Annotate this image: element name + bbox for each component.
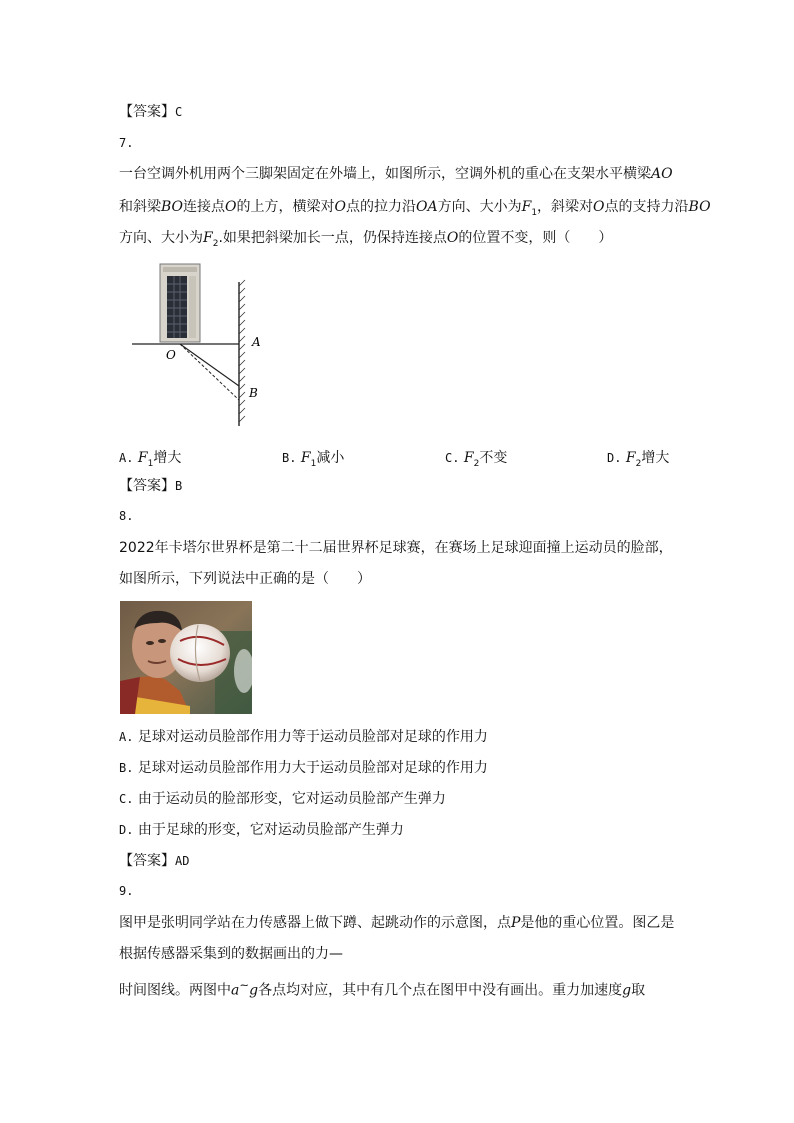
- subscript: 1: [147, 458, 154, 469]
- subscript: 2: [635, 458, 642, 469]
- answer-prefix: 【答案】: [119, 853, 175, 869]
- text: 的上方，横梁对: [236, 199, 335, 215]
- text: 点的拉力沿: [346, 199, 416, 215]
- text: 一台空调外机用两个三脚架固定在外墙上，如图所示，空调外机的重心在支架水平横梁: [119, 166, 651, 182]
- answer-value: B: [175, 479, 183, 493]
- q9-stem-line1: [119, 915, 674, 931]
- option-text: 减小: [316, 450, 345, 466]
- var-BO: BO: [161, 199, 184, 215]
- var-F: F: [300, 450, 311, 466]
- option-letter: B.: [282, 451, 297, 465]
- option-text: 由于运动员的脸部形变，它对运动员脸部产生弹力: [137, 791, 446, 807]
- option-letter: D.: [607, 451, 622, 465]
- label-O: O: [166, 348, 176, 362]
- var-F: F: [137, 450, 148, 466]
- var-O: O: [446, 230, 459, 246]
- subscript: 2: [212, 238, 219, 249]
- option-letter: A.: [119, 730, 134, 744]
- question-number-8: 8.: [119, 509, 134, 523]
- q7-stem-line2: [119, 199, 711, 221]
- q7-stem-line1: [119, 166, 673, 182]
- football-player-photo: [120, 601, 252, 714]
- football-photo: [120, 601, 252, 714]
- var-F: F: [463, 450, 474, 466]
- q8-answer: [119, 853, 189, 869]
- q7-option-a[interactable]: [119, 447, 181, 469]
- q8-option-a[interactable]: [119, 729, 488, 745]
- label-B: B: [249, 386, 258, 400]
- text: 和斜梁: [119, 199, 161, 215]
- wall-hatching: [239, 280, 245, 422]
- q8-option-d[interactable]: [119, 822, 404, 838]
- var-BO: BO: [688, 199, 711, 215]
- option-text: 足球对运动员脸部作用力大于运动员脸部对足球的作用力: [137, 760, 488, 776]
- answer-prefix: 【答案】: [119, 104, 175, 120]
- q8-option-c[interactable]: [119, 791, 446, 807]
- q7-option-d[interactable]: [607, 447, 669, 469]
- question-number-7: 7.: [119, 136, 134, 150]
- option-text: 增大: [641, 450, 670, 466]
- var-O: O: [334, 199, 346, 215]
- q9-stem-line3: [119, 977, 645, 999]
- text: 点的支持力沿: [604, 199, 689, 215]
- label-A: A: [252, 335, 261, 349]
- question-number-9: 9.: [119, 884, 134, 898]
- q7-option-c[interactable]: [445, 447, 507, 469]
- subscript: 1: [310, 458, 317, 469]
- var-g: g: [622, 982, 632, 999]
- answer-value: C: [175, 105, 183, 119]
- q6-answer: [119, 104, 182, 120]
- option-letter: C.: [119, 792, 134, 806]
- text: ，斜梁对: [537, 199, 594, 215]
- text: 方向、大小为: [437, 199, 522, 215]
- q7-figure: [128, 262, 268, 432]
- answer-value: AD: [175, 854, 190, 868]
- text: 取: [631, 982, 646, 999]
- var-a: a: [231, 982, 240, 999]
- subscript: 2: [473, 458, 480, 469]
- option-letter: B.: [119, 761, 134, 775]
- var-OA: OA: [416, 199, 438, 215]
- subscript: 1: [531, 207, 538, 218]
- var-g: g: [249, 982, 259, 999]
- var-P: P: [511, 915, 521, 931]
- var-O: O: [593, 199, 605, 215]
- option-text: 增大: [153, 450, 182, 466]
- q9-stem-line2: 根据传感器采集到的数据画出的力—: [119, 946, 343, 962]
- q8-stem-line2: 如图所示，下列说法中正确的是（ ）: [119, 571, 371, 587]
- ac-bracket-diagram: [128, 262, 268, 432]
- option-text: 不变: [479, 450, 508, 466]
- var-AO: AO: [651, 166, 673, 182]
- var-F: F: [625, 450, 636, 466]
- text: .如果把斜梁加长一点，仍保持连接点: [218, 230, 447, 246]
- text: 是他的重心位置。图乙是: [520, 915, 675, 931]
- answer-prefix: 【答案】: [119, 478, 175, 494]
- text: 的位置不变，则（ ）: [458, 230, 613, 246]
- q7-answer: [119, 478, 182, 494]
- var-F: F: [203, 230, 213, 246]
- option-letter: C.: [445, 451, 460, 465]
- q8-option-b[interactable]: [119, 760, 488, 776]
- option-letter: A.: [119, 451, 134, 465]
- tilde: ~: [239, 978, 250, 992]
- q7-stem-line3: [119, 230, 612, 252]
- q7-option-b[interactable]: [282, 447, 344, 469]
- option-text: 由于足球的形变，它对运动员脸部产生弹力: [137, 822, 404, 838]
- text: 各点均对应，其中有几个点在图甲中没有画出。重力加速度: [258, 982, 623, 999]
- var-F: F: [521, 199, 532, 215]
- option-text: 足球对运动员脸部作用力等于运动员脸部对足球的作用力: [137, 729, 488, 745]
- text: 方向、大小为: [119, 230, 203, 246]
- text: 图甲是张明同学站在力传感器上做下蹲、起跳动作的示意图，点: [119, 915, 511, 931]
- text: 连接点: [183, 199, 226, 215]
- var-O: O: [225, 199, 237, 215]
- q8-stem-line1: 2022年卡塔尔世界杯是第二十二届世界杯足球赛，在赛场上足球迎面撞上运动员的脸部，: [119, 540, 673, 556]
- beam-BO-lengthened: [180, 344, 239, 400]
- option-letter: D.: [119, 823, 134, 837]
- ac-unit: [160, 264, 200, 342]
- text: 时间图线。两图中: [119, 982, 231, 999]
- beam-BO: [180, 344, 239, 386]
